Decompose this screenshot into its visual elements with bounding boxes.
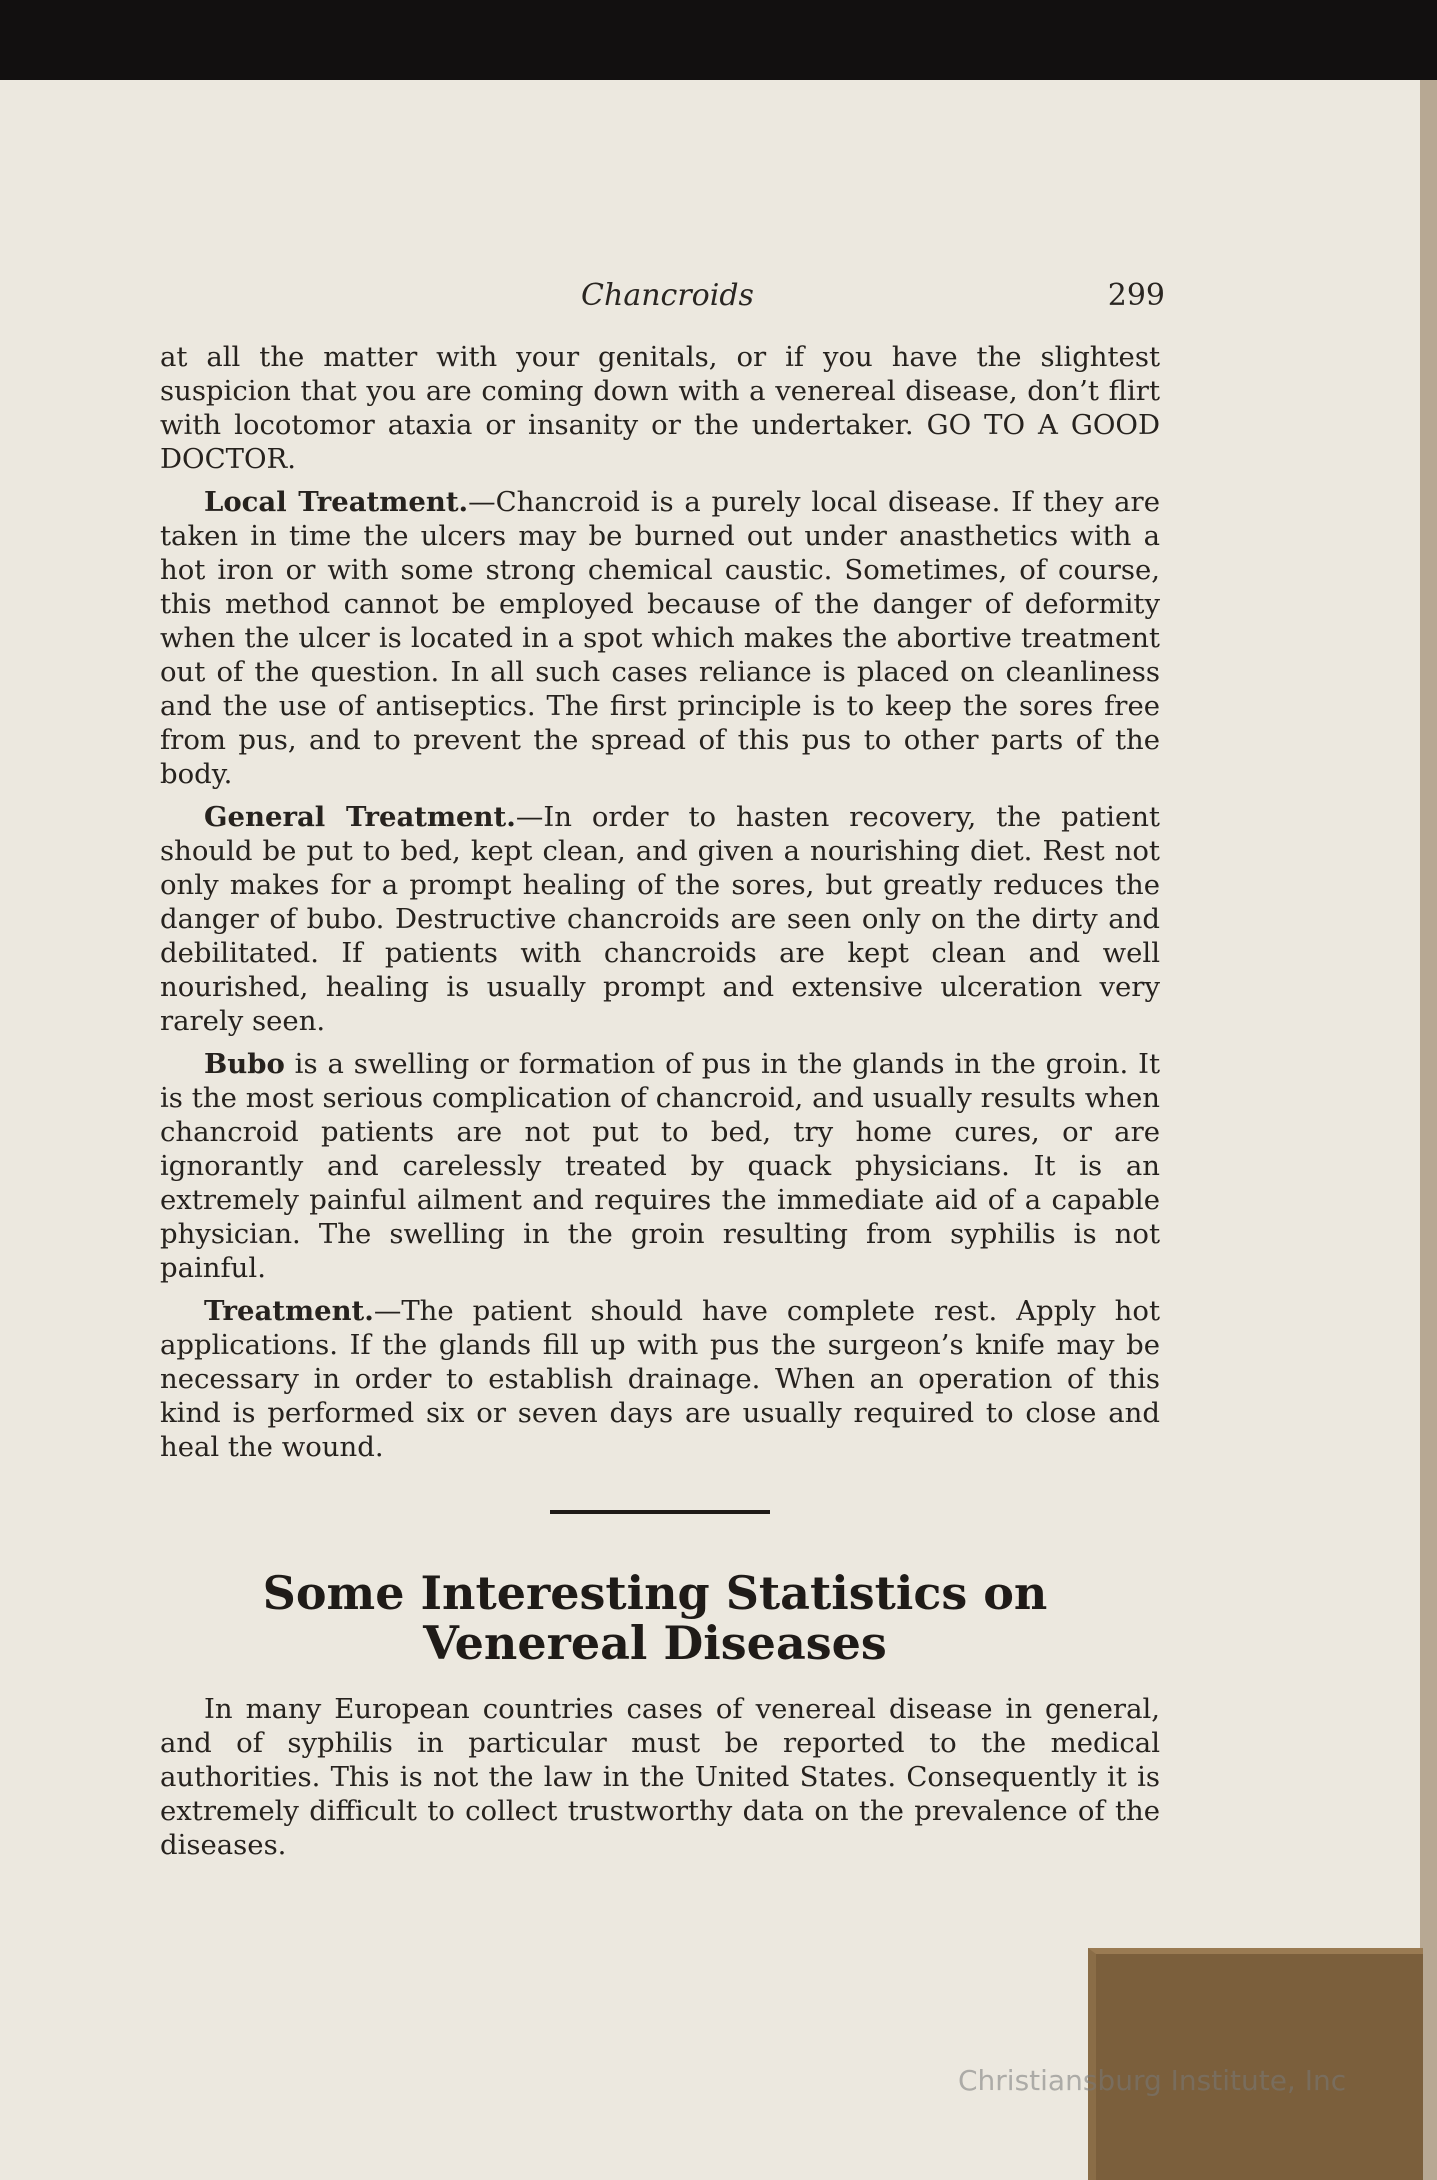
paragraph [160, 1294, 1160, 1464]
paragraph-text: —Chancroid is a purely local disease. If they are taken in time the ulcers may be burned out under anasthetics with a hot iron or with some strong chemical caustic. Sometimes, of course, this method cannot be employed because of the danger of deformity when the ulcer is located in a spot which makes the abortive treatment out of the question. In all such cases reliance is placed on cleanliness and the use of antiseptics. The first principle is to keep the sores free from pus, and to prevent the spread of this pus to other parts of the body. [160, 486, 1160, 790]
watermark: Christiansburg Institute, Inc [958, 2064, 1347, 2097]
paragraph-heading: Bubo [204, 1048, 285, 1080]
paragraph [160, 1047, 1160, 1285]
paragraph-heading: Treatment. [204, 1295, 374, 1327]
paragraph-heading: General Treatment. [204, 801, 516, 833]
running-title: Chancroids [581, 278, 754, 313]
page-number: 299 [1107, 278, 1165, 313]
paragraph-heading: Local Treatment. [204, 486, 469, 518]
paragraph-text: is a swelling or formation of pus in the glands in the groin. It is the most serious complication of chancroid, and usually results when chancroid patients are not put to bed, try home cures, or are ignorantly and carelessly treated by quack physicians. It is an extremely painful ailment and requires the immediate aid of a capable physician. The swelling in the groin resulting from syphilis is not painful. [160, 1048, 1160, 1284]
paragraph-text: at all the matter with your genitals, or if you have the slightest suspicion that you are coming down with a venereal disease, don’t flirt with locotomor ataxia or insanity or the undertaker. GO TO A GOOD DOCTOR. [160, 341, 1160, 475]
paragraph-text: In many European countries cases of venereal disease in general, and of syphilis in particular must be reported to the medical authorities. This is not the law in the United States. Consequently it is extremely difficult to collect trustworthy data on the prevalence of the diseases. [160, 1693, 1160, 1861]
page-edge [1420, 80, 1437, 2180]
section-title: Some Interesting Statistics on Venereal Diseases [262, 1566, 1048, 1670]
page-body [160, 340, 1160, 1871]
page-header [170, 278, 1165, 326]
paragraph [160, 485, 1160, 791]
section-paragraph [160, 1692, 1160, 1862]
section-divider [550, 1510, 770, 1514]
paragraph [160, 800, 1160, 1038]
paragraph-text: —In order to hasten recovery, the patient should be put to bed, kept clean, and given a nourishing diet. Rest not only makes for a prompt healing of the sores, but greatly reduces the danger of bubo. Destructive chancroids are seen only on the dirty and debilitated. If patients with chancroids are kept clean and well nourished, healing is usually prompt and extensive ulceration very rarely seen. [160, 801, 1160, 1037]
paragraph [160, 340, 1160, 476]
paragraph-text: —The patient should have complete rest. Apply hot applications. If the glands fill up with pus the surgeon’s knife may be necessary in order to establish drainage. When an operation of this kind is performed six or seven days are usually required to close and heal the wound. [160, 1295, 1160, 1463]
